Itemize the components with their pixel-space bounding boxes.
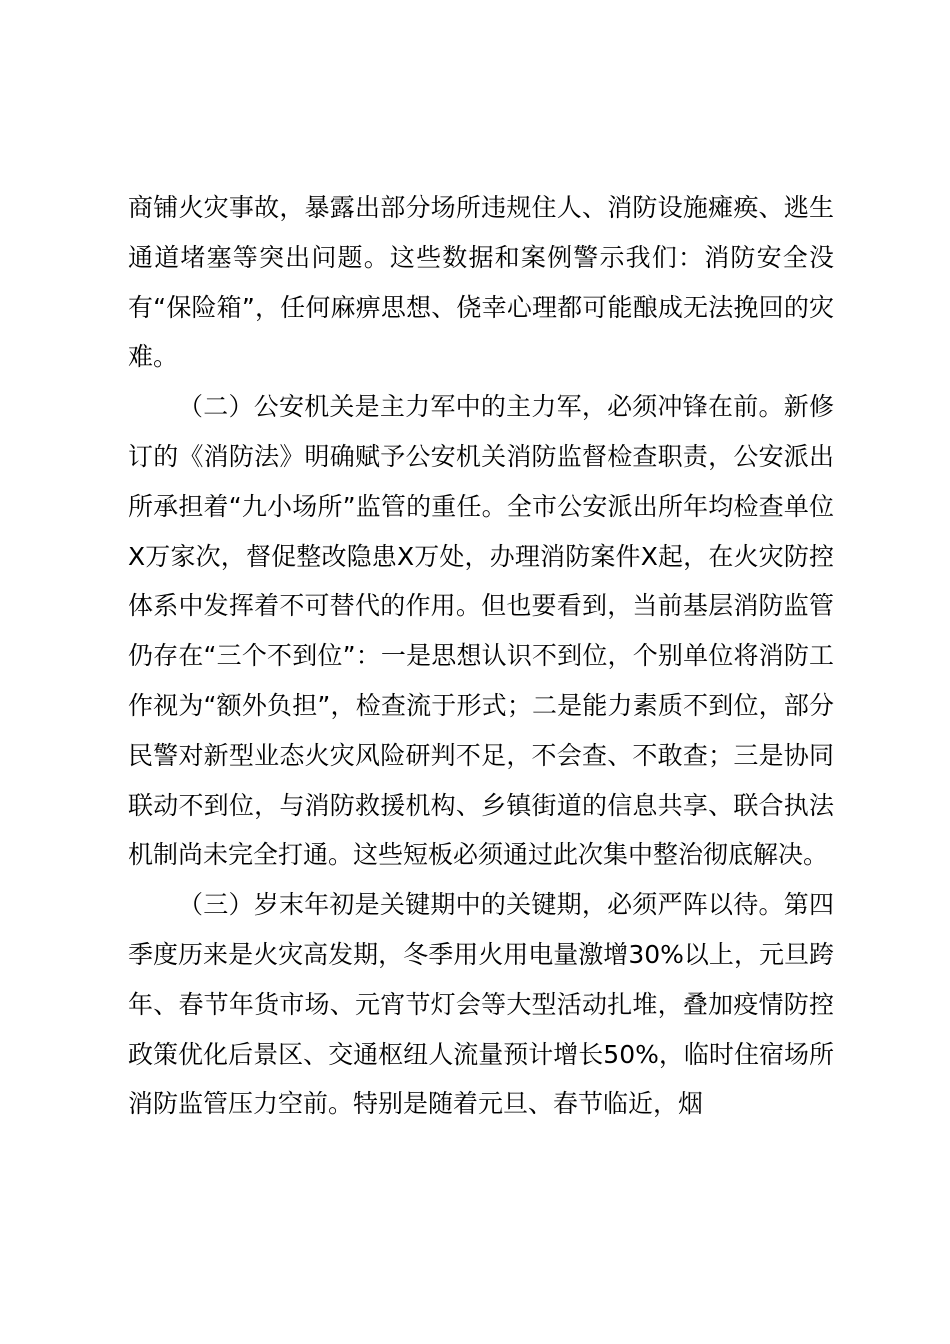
paragraph-section-3: （三）岁末年初是关键期中的关键期，必须严阵以待。第四季度历来是火灾高发期，冬季用火用电量激增30%以上，元旦跨年、春节年货市场、元宵节灯会等大型活动扎堆，叠加疫情防控政策优化后景区、交通枢纽人流量预计增长50%，临时住宿场所消防监管压力空前。特别是随着元旦、春节临近，烟 xyxy=(128,890,834,1119)
paragraph-section-2: （二）公安机关是主力军中的主力军，必须冲锋在前。新修订的《消防法》明确赋予公安机关消防监督检查职责，公安派出所承担着“九小场所”监管的重任。全市公安派出所年均检查单位X万家次，督促整改隐患X万处，办理消防案件X起，在火灾防控体系中发挥着不可替代的作用。但也要看到，当前基层消防监管仍存在“三个不到位”：一是思想认识不到位，个别单位将消防工作视为“额外负担”，检查流于形式；二是能力素质不到位，部分民警对新型业态火灾风险研判不足，不会查、不敢查；三是协同联动不到位，与消防救援机构、乡镇街道的信息共享、联合执法机制尚未完全打通。这些短板必须通过此次集中整治彻底解决。 xyxy=(128,392,834,870)
paragraph-continuation: 商铺火灾事故，暴露出部分场所违规住人、消防设施瘫痪、逃生通道堵塞等突出问题。这些数据和案例警示我们：消防安全没有“保险箱”，任何麻痹思想、侥幸心理都可能酿成无法挽回的灾难。 xyxy=(128,193,834,372)
document-body xyxy=(128,183,834,1129)
